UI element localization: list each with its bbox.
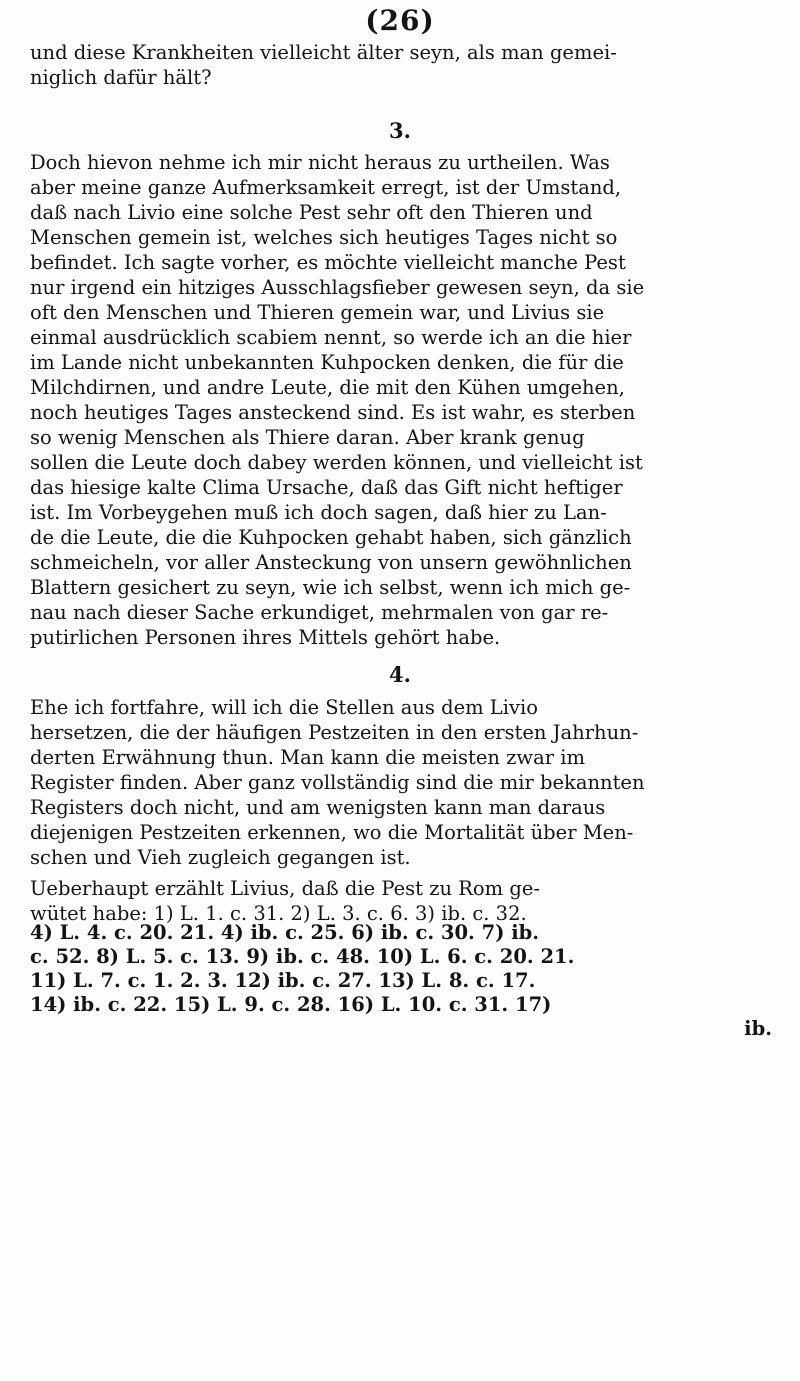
text-line: hersetzen, die der häufigen Pestzeiten in den ersten Jahrhun- [30, 721, 639, 744]
text-line: ist. Im Vorbeygehen muß ich doch sagen, daß hier zu Lan- [30, 501, 607, 524]
text-line: nur irgend ein hitziges Ausschlagsfieber gewesen seyn, da sie [30, 276, 645, 299]
section-3-paragraph [30, 150, 782, 650]
text-line: im Lande nicht unbekannten Kuhpocken denken, die für die [30, 351, 624, 374]
citation-list [30, 921, 782, 1041]
text-line: oft den Menschen und Thieren gemein war, und Livius sie [30, 301, 605, 324]
citation-line: c. 52. 8) L. 5. c. 13. 9) ib. c. 48. 10) L. 6. c. 20. 21. [30, 945, 575, 968]
text-line: nau nach dieser Sache erkundiget, mehrmalen von gar re- [30, 601, 609, 624]
text-line: diejenigen Pestzeiten erkennen, wo die Mortalität über Men- [30, 821, 634, 844]
text-line: Menschen gemein ist, welches sich heutiges Tages nicht so [30, 226, 618, 249]
text-line: Doch hievon nehme ich mir nicht heraus zu urtheilen. Was [30, 151, 610, 174]
text-line: wütet habe: 1) L. 1. c. 31. 2) L. 3. c. 6. 3) ib. c. 32. [30, 902, 527, 925]
text-line: niglich dafür hält? [30, 66, 212, 89]
text-line: Milchdirnen, und andre Leute, die mit den Kühen umgehen, [30, 376, 625, 399]
text-line: schmeicheln, vor aller Ansteckung von unsern gewöhnlichen [30, 551, 632, 574]
text-line: schen und Vieh zugleich gegangen ist. [30, 846, 411, 869]
section-number-3: 3. [389, 118, 411, 143]
section-number-4: 4. [389, 662, 411, 687]
text-line: daß nach Livio eine solche Pest sehr oft den Thieren und [30, 201, 593, 224]
text-line: de die Leute, die die Kuhpocken gehabt haben, sich gänzlich [30, 526, 632, 549]
citation-line: 4) L. 4. c. 20. 21. 4) ib. c. 25. 6) ib. c. 30. 7) ib. [30, 921, 540, 944]
text-line: putirlichen Personen ihres Mittels gehört habe. [30, 626, 501, 649]
citation-line: 11) L. 7. c. 1. 2. 3. 12) ib. c. 27. 13) L. 8. c. 17. [30, 969, 536, 992]
text-line: und diese Krankheiten vielleicht älter seyn, als man gemei- [30, 41, 617, 64]
text-line: Registers doch nicht, und am wenigsten kann man daraus [30, 796, 606, 819]
text-line: Ehe ich fortfahre, will ich die Stellen aus dem Livio [30, 696, 538, 719]
text-line: Register finden. Aber ganz vollständig sind die mir bekannten [30, 771, 645, 794]
page-number: (26) [365, 4, 435, 37]
text-line: so wenig Menschen als Thiere daran. Aber krank genug [30, 426, 585, 449]
text-line: Ueberhaupt erzählt Livius, daß die Pest zu Rom ge- [30, 877, 540, 900]
citation-line: 14) ib. c. 22. 15) L. 9. c. 28. 16) L. 10. c. 31. 17) [30, 993, 552, 1016]
text-line: aber meine ganze Aufmerksamkeit erregt, ist der Umstand, [30, 176, 622, 199]
text-line: noch heutiges Tages ansteckend sind. Es ist wahr, es sterben [30, 401, 636, 424]
text-line: einmal ausdrücklich scabiem nennt, so werde ich an die hier [30, 326, 632, 349]
text-line: befindet. Ich sagte vorher, es möchte vielleicht manche Pest [30, 251, 626, 274]
citation-end: ib. [744, 1017, 772, 1040]
text-line: derten Erwähnung thun. Man kann die meisten zwar im [30, 746, 585, 769]
text-line: sollen die Leute doch dabey werden können, und vielleicht ist [30, 451, 643, 474]
section-4-paragraph [30, 695, 782, 926]
intro-paragraph [30, 40, 782, 90]
text-line: Blattern gesichert zu seyn, wie ich selbst, wenn ich mich ge- [30, 576, 631, 599]
text-line: das hiesige kalte Clima Ursache, daß das Gift nicht heftiger [30, 476, 623, 499]
